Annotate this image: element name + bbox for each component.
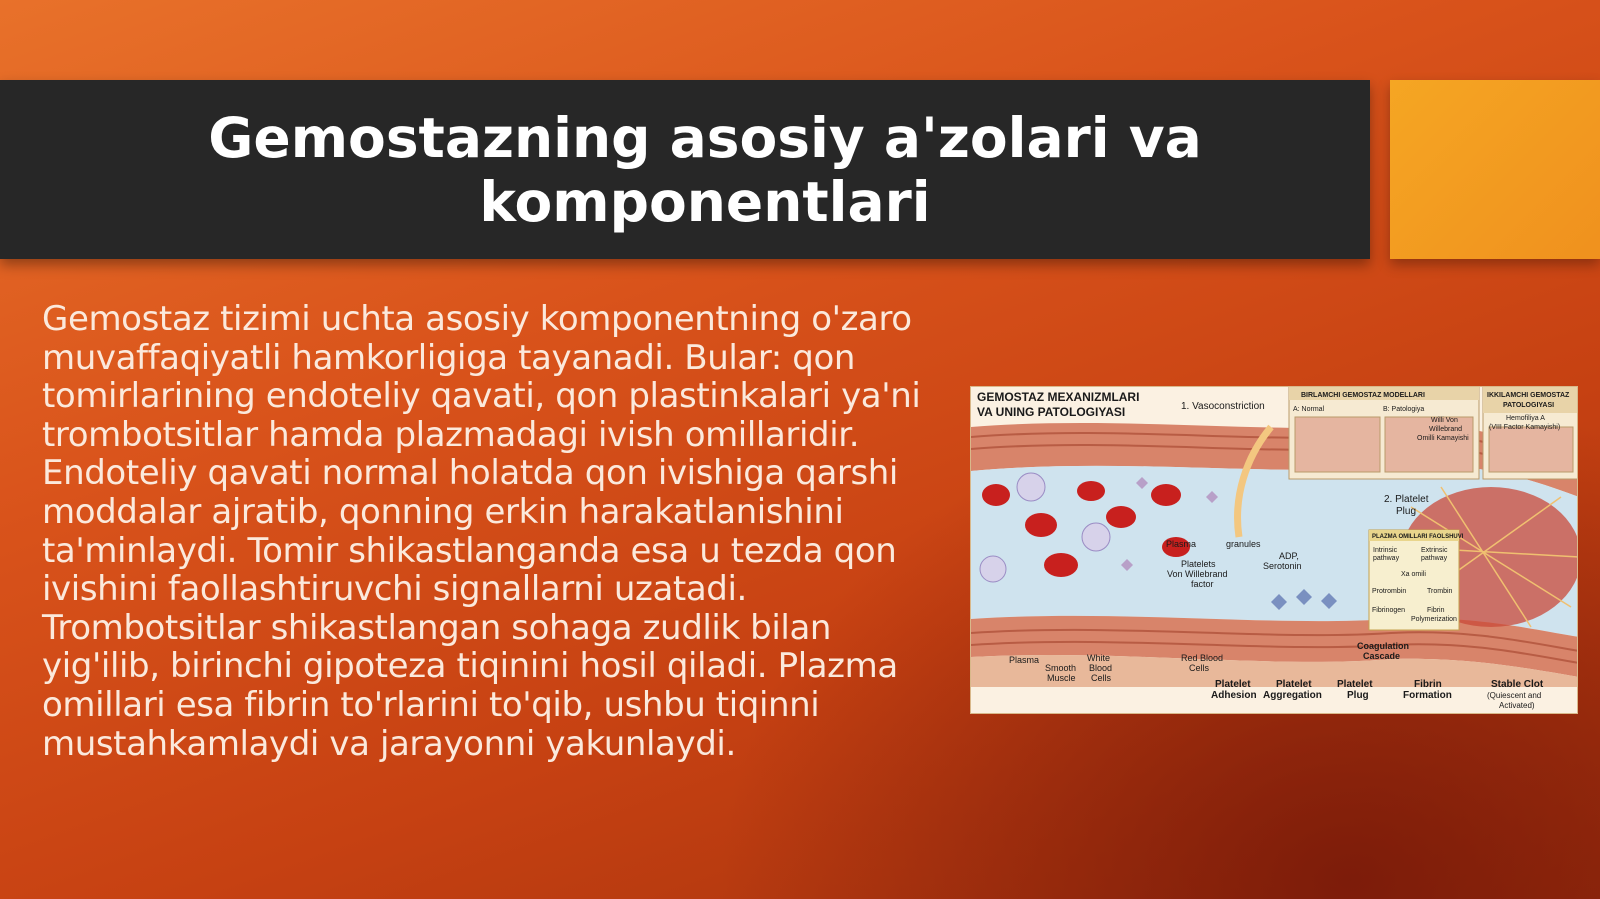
bottom-label-clot-l2: (Quiescent and bbox=[1487, 691, 1542, 700]
bottom-label-white-l2: Blood bbox=[1089, 663, 1113, 673]
label-platelets-l2: Von Willebrand bbox=[1167, 569, 1228, 579]
step-platelet-plug-l2: Plug bbox=[1396, 506, 1417, 517]
bottom-label-clot-l1: Stable Clot bbox=[1491, 679, 1544, 690]
title-bar bbox=[0, 80, 1370, 259]
bottom-label-fibrin-l2: Formation bbox=[1403, 690, 1452, 701]
red-blood-cell bbox=[1151, 484, 1181, 506]
cascade-fibrinogen: Fibrinogen bbox=[1372, 607, 1406, 614]
primary-panel-b: B: Patologiya bbox=[1383, 406, 1425, 413]
bottom-label-adhesion-l2: Adhesion bbox=[1211, 690, 1257, 701]
slide-title: Gemostazning asosiy a'zolari va komponentlari bbox=[208, 105, 1202, 234]
cascade-extrinsic-l2: pathway bbox=[1421, 555, 1448, 562]
panel-image-hemophilia bbox=[1489, 427, 1573, 472]
cascade-extrinsic-l1: Extrinsic bbox=[1421, 547, 1448, 554]
primary-panel-vwf-l1: Willi Von bbox=[1431, 417, 1458, 424]
secondary-panel-sub-l1: Hemofiliya A bbox=[1506, 415, 1545, 422]
bottom-label-smooth-l1: Smooth bbox=[1045, 663, 1077, 673]
secondary-panel-title-l2: PATOLOGIYASI bbox=[1503, 402, 1555, 409]
coagulation-cascade-box bbox=[1369, 530, 1459, 630]
bottom-label-fibrin-l1: Fibrin bbox=[1414, 679, 1442, 690]
label-coagulation-l1: Coagulation bbox=[1357, 641, 1409, 651]
bottom-label-adhesion-l1: Platelet bbox=[1215, 679, 1251, 690]
label-platelets-l1: Platelets bbox=[1181, 559, 1216, 569]
secondary-panel-header bbox=[1483, 387, 1578, 413]
bottom-label-white-l1: White bbox=[1087, 653, 1111, 663]
primary-panel-vwf-l2: Willebrand bbox=[1429, 426, 1463, 433]
white-blood-cell bbox=[980, 556, 1006, 582]
white-blood-cell bbox=[1017, 473, 1045, 501]
figure-title-line1: GEMOSTAZ MEXANIZMLARI bbox=[977, 390, 1140, 404]
red-blood-cell bbox=[1025, 513, 1057, 537]
cascade-fibrin-l1: Fibrin bbox=[1427, 607, 1445, 614]
label-coagulation-l2: Cascade bbox=[1363, 651, 1401, 661]
panel-image-normal bbox=[1295, 417, 1380, 472]
cascade-intrinsic-l1: Intrinsic bbox=[1373, 547, 1398, 554]
secondary-panel-title-l1: IKKILAMCHI GEMOSTAZ bbox=[1487, 392, 1570, 399]
step-vasoconstriction: 1. Vasoconstriction bbox=[1181, 401, 1265, 412]
bottom-label-aggregation-l2: Aggregation bbox=[1263, 690, 1322, 701]
cascade-intrinsic-l2: pathway bbox=[1373, 555, 1400, 562]
hemostasis-illustration bbox=[970, 386, 1578, 714]
bottom-label-white-l3: Cells bbox=[1091, 673, 1112, 683]
step-platelet-plug-l1: 2. Platelet bbox=[1384, 494, 1429, 505]
primary-panel-a: A: Normal bbox=[1293, 406, 1325, 413]
secondary-panel-sub-l2: (VIII Factor Kamayishi) bbox=[1489, 424, 1561, 431]
bottom-label-smooth-l2: Muscle bbox=[1047, 673, 1076, 683]
red-blood-cell bbox=[1106, 506, 1136, 528]
red-blood-cell bbox=[1077, 481, 1105, 501]
red-blood-cell bbox=[1044, 553, 1078, 577]
red-blood-cell bbox=[982, 484, 1010, 506]
bottom-label-aggregation-l1: Platelet bbox=[1276, 679, 1312, 690]
figure-title-line2: VA UNING PATOLOGIYASI bbox=[977, 405, 1126, 419]
cascade-thrombin: Trombin bbox=[1427, 588, 1453, 595]
bottom-label-clot-l3: Activated) bbox=[1499, 701, 1535, 710]
accent-block bbox=[1390, 80, 1600, 259]
cascade-fibrin-l2: Polymerization bbox=[1411, 616, 1457, 623]
bottom-label-plasma: Plasma bbox=[1009, 655, 1040, 665]
slide-body-text: Gemostaz tizimi uchta asosiy komponentning o'zaro muvaffaqiyatli hamkorligiga tayanadi. Bular: qon tomirlarining endoteliy qavati, qon plastinkalari ya'ni trombotsitlar hamda plazmadagi ivish omillaridir. Endoteliy qavati normal holatda qon ivishiga qarshi moddalar ajratib, qonning erkin harakatlanishini ta'minlaydi. Tomir shikastlanganda esa u tezda qon ivishini faollashtiruvchi signallarni uzatadi. Trombotsitlar shikastlangan sohaga zudlik bilan yig'ilib, birinchi gipoteza tiqinini hosil qiladi. Plazma omillari esa fibrin to'rlarini to'qib, ushbu tiqinni mustahkamlaydi va jarayonni yakunlaydi. bbox=[42, 299, 921, 764]
bottom-label-red-l1: Red Blood bbox=[1181, 653, 1224, 663]
label-granules: granules bbox=[1226, 539, 1261, 549]
label-adp-l2: Serotonin bbox=[1263, 561, 1302, 571]
bottom-label-plug-l1: Platelet bbox=[1337, 679, 1373, 690]
hemostasis-diagram bbox=[971, 387, 1578, 714]
label-plasma-inner: Plasma bbox=[1166, 539, 1197, 549]
bottom-label-plug-l2: Plug bbox=[1347, 690, 1369, 701]
primary-panel-title: BIRLAMCHI GEMOSTAZ MODELLARI bbox=[1301, 392, 1425, 399]
label-platelets-l3: factor bbox=[1191, 579, 1214, 589]
primary-panel-vwf-l3: Omilli Kamayishi bbox=[1417, 435, 1469, 442]
bottom-label-red-l2: Cells bbox=[1189, 663, 1210, 673]
cascade-xa: Xa omili bbox=[1401, 571, 1426, 578]
cascade-box-title: PLAZMA OMILLARI FAOLSHUVI bbox=[1372, 534, 1464, 540]
label-adp-l1: ADP, bbox=[1279, 551, 1299, 561]
cascade-prothrombin: Protrombin bbox=[1372, 588, 1407, 595]
white-blood-cell bbox=[1082, 523, 1110, 551]
